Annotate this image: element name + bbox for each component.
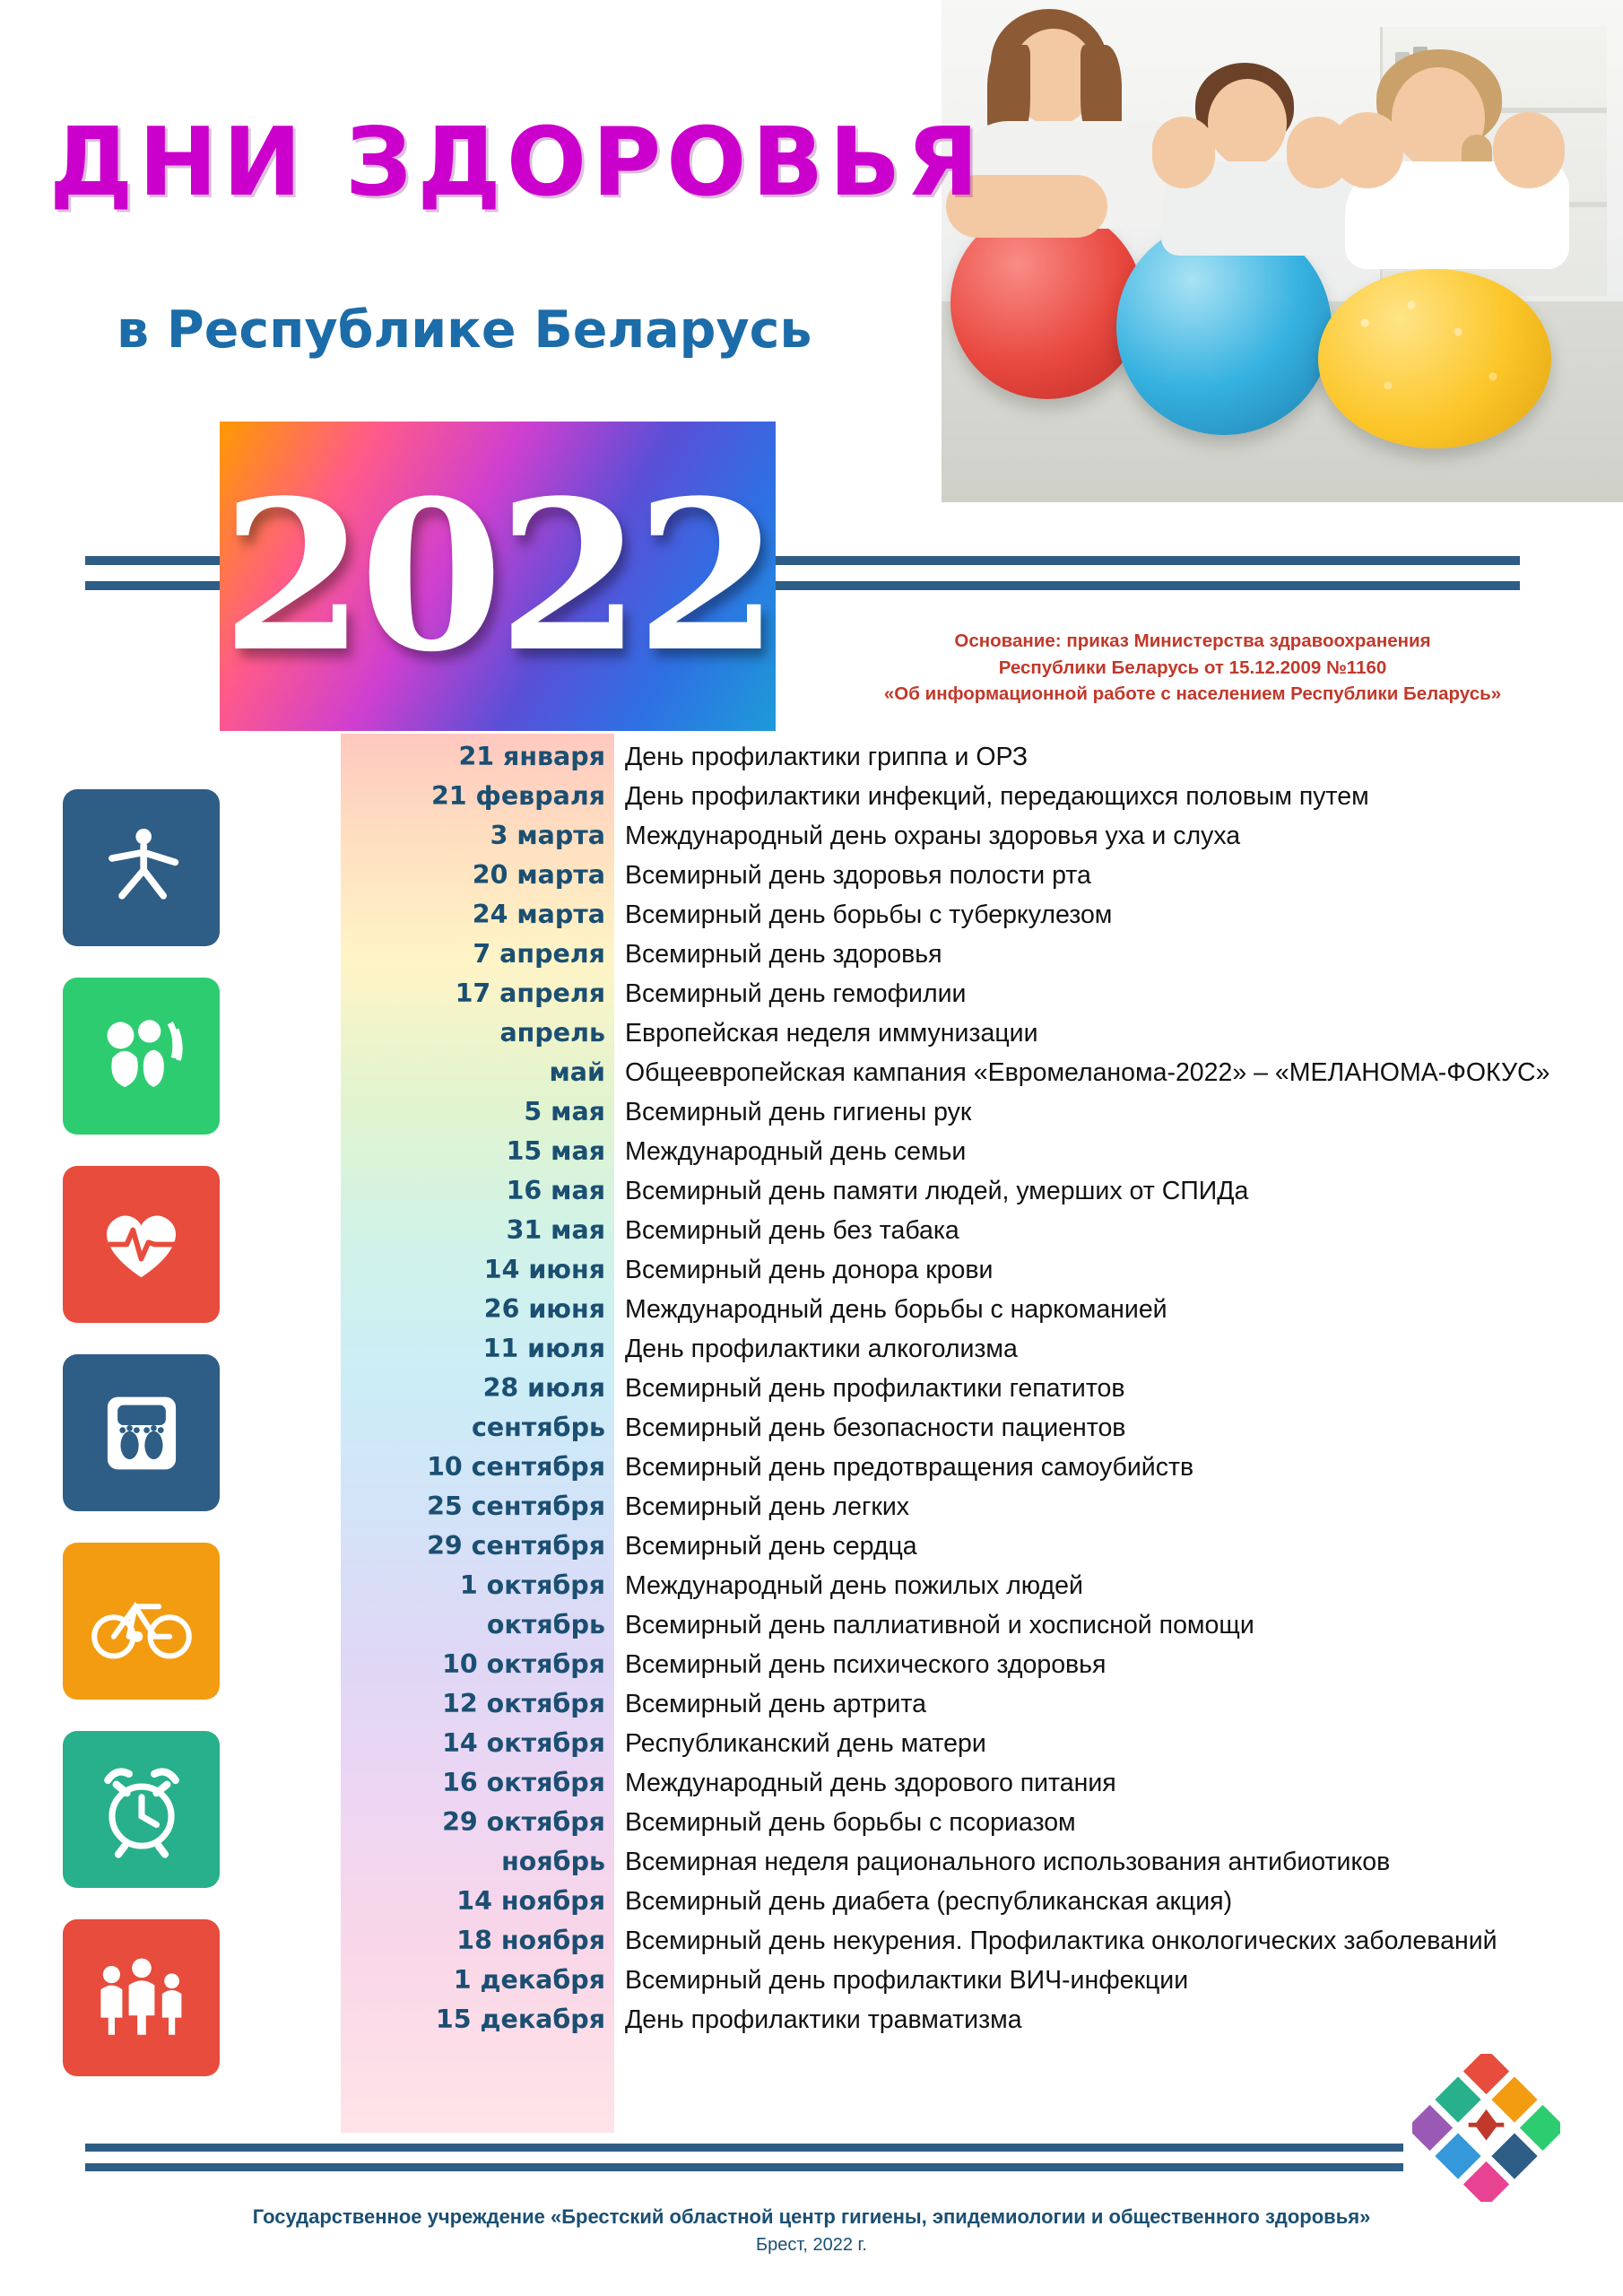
table-row: [350, 2000, 1596, 2039]
event-name: Всемирный день гемофилии: [625, 979, 967, 1008]
event-name: Всемирный день сердца: [625, 1532, 917, 1561]
event-name: Всемирный день некурения. Профилактика онкологических заболеваний: [625, 1926, 1497, 1955]
event-date: 29 сентября: [427, 1531, 605, 1561]
event-date: 15 мая: [506, 1136, 605, 1166]
event-name: Всемирный день артрита: [625, 1690, 927, 1718]
heart-pulse-icon: [63, 1166, 220, 1323]
event-date: 28 июля: [482, 1373, 605, 1403]
table-row: [350, 1369, 1596, 1408]
event-date: 21 января: [458, 742, 605, 771]
year-badge: [220, 422, 776, 731]
divider-bottom-1: [85, 2144, 1403, 2152]
healthy-food-icon: [63, 978, 220, 1135]
bicycle-icon: [63, 1543, 220, 1700]
event-name: Всемирный день предотвращения самоубийств: [625, 1453, 1194, 1482]
event-name: День профилактики алкоголизма: [625, 1335, 1018, 1363]
event-name: Общеевропейская кампания «Евромеланома-2022» – «МЕЛАНОМА-ФОКУС»: [625, 1058, 1550, 1087]
table-row: [350, 1684, 1596, 1724]
event-name: День профилактики травматизма: [625, 2005, 1022, 2034]
event-date: 11 июля: [482, 1334, 605, 1363]
event-date: 24 марта: [472, 900, 605, 929]
table-row: [350, 935, 1596, 974]
table-row: [350, 1605, 1596, 1645]
table-row: [350, 895, 1596, 935]
event-date: 29 октября: [442, 1807, 605, 1837]
legal-basis-note: [807, 628, 1578, 708]
event-date: 31 мая: [506, 1215, 605, 1245]
table-row: [350, 1487, 1596, 1526]
page-title: ДНИ ЗДОРОВЬЯ: [49, 108, 985, 217]
event-name: Международный день пожилых людей: [625, 1571, 1083, 1600]
event-date: 20 марта: [472, 860, 605, 890]
event-name: Европейская неделя иммунизации: [625, 1019, 1038, 1048]
event-name: Всемирный день донора крови: [625, 1256, 994, 1284]
table-row: [350, 737, 1596, 777]
event-name: Всемирный день профилактики гепатитов: [625, 1374, 1125, 1403]
table-row: [350, 816, 1596, 856]
event-name: Всемирный день легких: [625, 1492, 910, 1521]
legal-basis-line-3: «Об информационной работе с населением Республики Беларусь»: [883, 683, 1502, 705]
yoga-figure-icon: [63, 789, 220, 946]
event-date: 10 октября: [442, 1649, 605, 1679]
table-row: [350, 1763, 1596, 1803]
event-date: 14 июня: [483, 1255, 605, 1284]
table-row: [350, 974, 1596, 1013]
event-name: Всемирный день профилактики ВИЧ-инфекции: [625, 1966, 1189, 1995]
organization-emblem: [1412, 2054, 1560, 2202]
table-row: [350, 1448, 1596, 1487]
table-row: [350, 856, 1596, 895]
event-date: май: [549, 1057, 605, 1087]
event-name: День профилактики гриппа и ОРЗ: [625, 743, 1028, 771]
event-date: 3 марта: [490, 821, 605, 850]
event-name: Всемирный день диабета (республиканская акция): [625, 1887, 1233, 1916]
event-date: апрель: [499, 1018, 605, 1048]
event-name: Всемирный день здоровья полости рта: [625, 861, 1091, 890]
event-name: Международный день семьи: [625, 1137, 967, 1166]
table-row: [350, 1882, 1596, 1921]
event-date: 14 октября: [442, 1728, 605, 1758]
event-name: Международный день борьбы с наркоманией: [625, 1295, 1167, 1324]
alarm-clock-icon: [63, 1731, 220, 1888]
event-name: Международный день охраны здоровья уха и слуха: [625, 822, 1241, 850]
event-name: Всемирный день борьбы с туберкулезом: [625, 900, 1113, 929]
event-name: Всемирный день памяти людей, умерших от СПИДа: [625, 1177, 1249, 1205]
table-row: [350, 1290, 1596, 1329]
footer-organization: Государственное учреждение «Брестский областной центр гигиены, эпидемиологии и общественного здоровья»: [252, 2205, 1371, 2228]
event-date: 7 апреля: [473, 939, 605, 969]
table-row: [350, 1250, 1596, 1290]
photo-person-girl: [1327, 49, 1596, 318]
event-date: 10 сентября: [427, 1452, 605, 1482]
event-name: Всемирный день паллиативной и хосписной помощи: [625, 1611, 1254, 1639]
event-name: Всемирный день психического здоровья: [625, 1650, 1107, 1679]
table-row: [350, 777, 1596, 816]
event-name: Всемирный день без табака: [625, 1216, 959, 1245]
event-name: Всемирная неделя рационального использования антибиотиков: [625, 1848, 1391, 1876]
event-date: 14 ноября: [456, 1886, 605, 1916]
event-date: 15 декабря: [435, 2005, 605, 2034]
table-row: [350, 1329, 1596, 1369]
event-date: 12 октября: [442, 1689, 605, 1718]
event-date: ноябрь: [501, 1847, 605, 1876]
table-row: [350, 1132, 1596, 1171]
page-subtitle: в Республике Беларусь: [117, 300, 812, 360]
event-name: Всемирный день борьбы с псориазом: [625, 1808, 1076, 1837]
event-date: октябрь: [486, 1610, 605, 1639]
divider-bottom-2: [85, 2163, 1403, 2171]
table-row: [350, 1013, 1596, 1053]
event-date: 26 июня: [483, 1294, 605, 1324]
event-name: Республиканский день матери: [625, 1729, 986, 1758]
health-days-table: [350, 737, 1596, 2039]
event-date: 1 декабря: [453, 1965, 605, 1995]
table-row: [350, 1092, 1596, 1132]
table-row: [350, 1921, 1596, 1961]
table-row: [350, 1645, 1596, 1684]
header-photo: [942, 0, 1623, 502]
event-date: сентябрь: [471, 1413, 605, 1442]
table-row: [350, 1803, 1596, 1842]
table-row: [350, 1408, 1596, 1448]
weight-scale-icon: [63, 1354, 220, 1511]
family-icon: [63, 1919, 220, 2076]
table-row: [350, 1566, 1596, 1605]
event-date: 16 мая: [506, 1176, 605, 1205]
table-row: [350, 1053, 1596, 1092]
table-row: [350, 1526, 1596, 1566]
event-date: 5 мая: [524, 1097, 605, 1126]
event-date: 17 апреля: [455, 978, 605, 1008]
footer-place-year: Брест, 2022 г.: [756, 2235, 867, 2255]
event-name: Всемирный день безопасности пациентов: [625, 1413, 1126, 1442]
event-date: 25 сентября: [427, 1492, 605, 1521]
event-date: 16 октября: [442, 1768, 605, 1797]
year-label: 2022: [221, 455, 775, 698]
event-date: 1 октября: [459, 1570, 605, 1600]
event-name: Всемирный день здоровья: [625, 940, 942, 969]
table-row: [350, 1724, 1596, 1763]
event-name: День профилактики инфекций, передающихся половым путем: [625, 782, 1369, 811]
event-date: 18 ноября: [456, 1926, 605, 1955]
legal-basis-line-1: Основание: приказ Министерства здравоохранения: [954, 631, 1431, 651]
event-name: Международный день здорового питания: [625, 1769, 1116, 1797]
legal-basis-line-2: Республики Беларусь от 15.12.2009 №1160: [998, 657, 1387, 678]
table-row: [350, 1961, 1596, 2000]
table-row: [350, 1842, 1596, 1882]
table-row: [350, 1171, 1596, 1211]
event-name: Всемирный день гигиены рук: [625, 1098, 972, 1126]
event-date: 21 февраля: [430, 781, 605, 811]
table-row: [350, 1211, 1596, 1250]
footer: [0, 2202, 1623, 2258]
